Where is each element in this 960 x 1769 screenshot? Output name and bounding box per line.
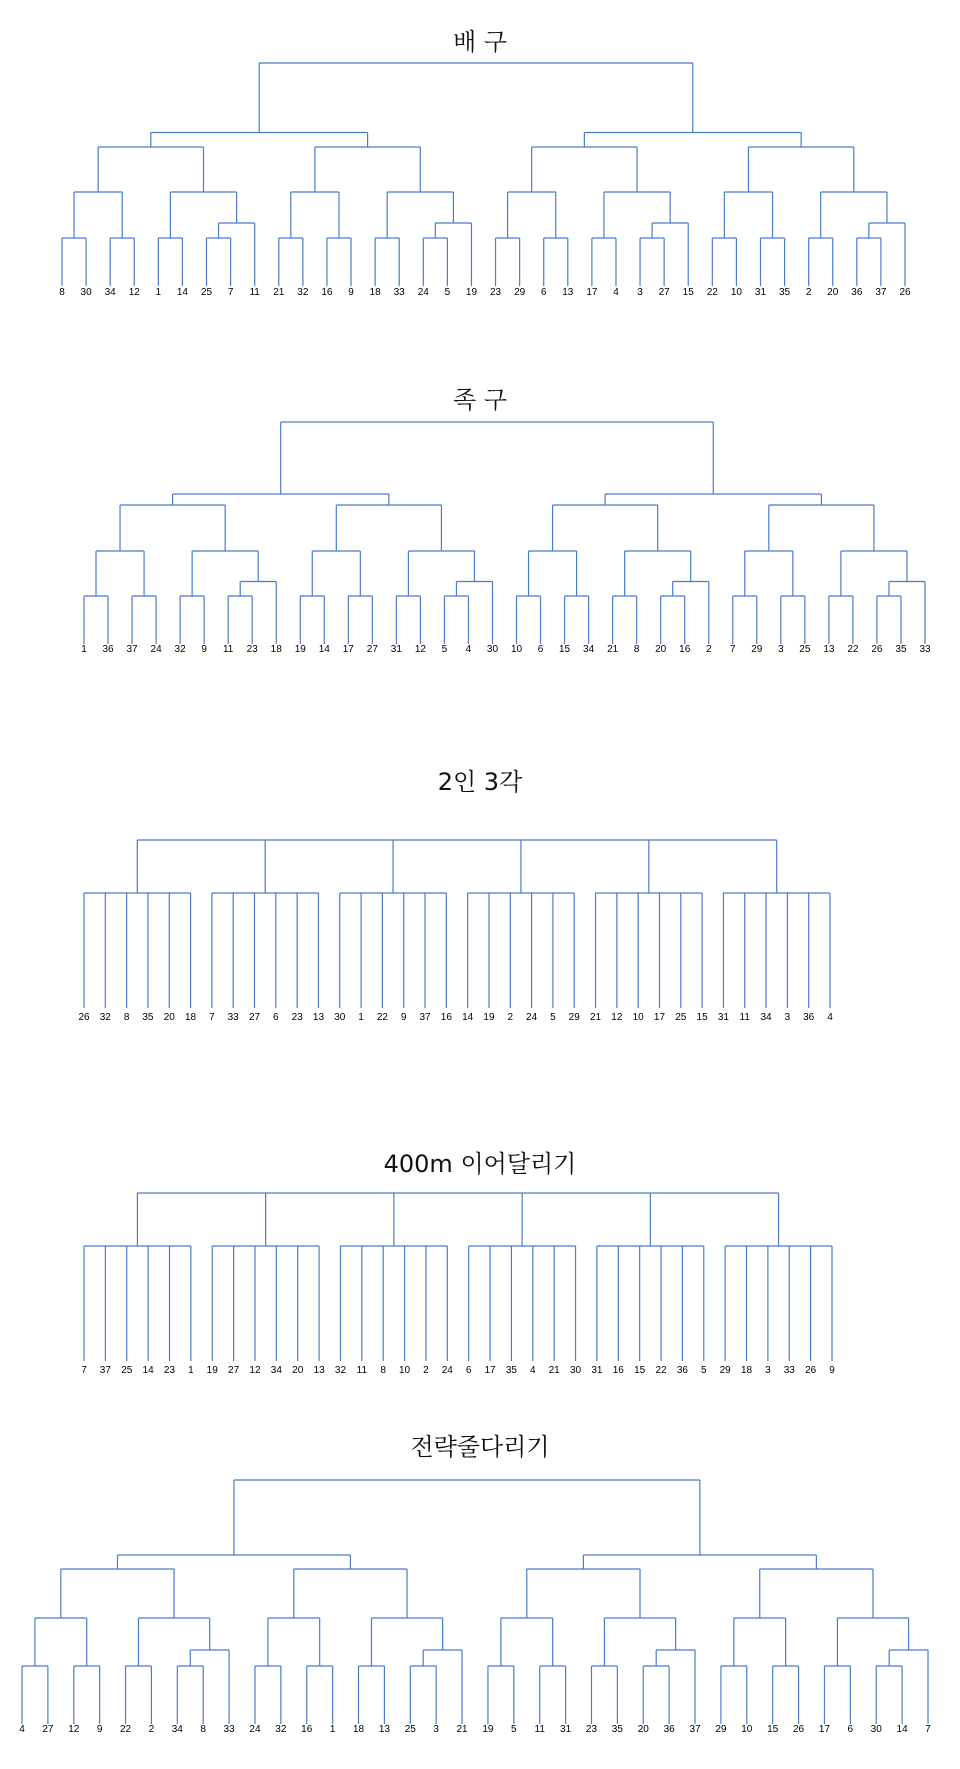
seed-label: 37 — [126, 644, 138, 655]
seed-label: 18 — [740, 1365, 753, 1376]
seed-label: 6 — [465, 1365, 472, 1376]
seed-label: 26 — [78, 1012, 90, 1023]
seed-label: 8 — [200, 1724, 206, 1735]
seed-label: 10 — [632, 1012, 644, 1023]
seed-label: 17 — [586, 287, 598, 298]
seed-label: 29 — [719, 1365, 731, 1376]
seed-label: 21 — [456, 1724, 468, 1735]
seed-label: 19 — [206, 1365, 218, 1376]
seed-label: 24 — [417, 287, 429, 298]
seed-label: 1 — [358, 1012, 364, 1023]
seed-label: 14 — [462, 1012, 474, 1023]
bracket-3 — [78, 768, 833, 1023]
seed-label: 27 — [366, 644, 378, 655]
seed-label: 35 — [142, 1012, 154, 1023]
bracket-title: 배 구 — [453, 28, 507, 56]
seed-label: 12 — [128, 287, 140, 298]
seed-label: 27 — [658, 287, 670, 298]
bracket-title: 2인 3각 — [437, 768, 523, 796]
seed-label: 25 — [799, 644, 811, 655]
seed-label: 34 — [583, 644, 595, 655]
seed-label: 7 — [227, 287, 234, 298]
seed-label: 6 — [537, 644, 544, 655]
seed-label: 36 — [102, 644, 114, 655]
seed-label: 7 — [729, 644, 736, 655]
seed-label: 18 — [369, 287, 381, 298]
seed-label: 16 — [440, 1012, 452, 1023]
seed-label: 11 — [356, 1365, 368, 1376]
seed-label: 19 — [482, 1724, 494, 1735]
seed-label: 1 — [81, 644, 87, 655]
seed-label: 23 — [291, 1012, 303, 1023]
seed-label: 37 — [875, 287, 887, 298]
seed-label: 8 — [123, 1012, 130, 1023]
seed-label: 5 — [511, 1724, 517, 1735]
seed-label: 32 — [297, 287, 309, 298]
seed-label: 19 — [294, 644, 306, 655]
seed-label: 17 — [653, 1012, 666, 1023]
seed-label: 16 — [612, 1365, 624, 1376]
bracket-1 — [59, 28, 911, 298]
seed-label: 14 — [176, 287, 188, 298]
seed-label: 1 — [188, 1365, 194, 1376]
seed-label: 33 — [223, 1724, 235, 1735]
seed-label: 30 — [870, 1724, 882, 1735]
seed-label: 9 — [348, 287, 354, 298]
seed-label: 10 — [741, 1724, 753, 1735]
seed-label: 23 — [489, 287, 502, 298]
seed-label: 4 — [19, 1724, 25, 1735]
seed-label: 13 — [313, 1365, 325, 1376]
seed-label: 26 — [871, 644, 883, 655]
seed-label: 25 — [121, 1365, 133, 1376]
seed-label: 16 — [321, 287, 333, 298]
seed-label: 31 — [390, 644, 402, 655]
seed-label: 30 — [334, 1012, 346, 1023]
seed-label: 20 — [292, 1365, 304, 1376]
seed-label: 22 — [847, 644, 859, 655]
seed-label: 23 — [163, 1365, 176, 1376]
seed-label: 32 — [334, 1365, 347, 1376]
seed-label: 3 — [784, 1012, 791, 1023]
seed-label: 12 — [249, 1365, 261, 1376]
seed-label: 14 — [318, 644, 330, 655]
seed-label: 11 — [739, 1012, 750, 1023]
seed-label: 32 — [174, 644, 186, 655]
seed-label: 23 — [246, 644, 258, 655]
bracket-5 — [19, 1433, 931, 1735]
seed-label: 9 — [400, 1012, 407, 1023]
seed-label: 32 — [99, 1012, 111, 1023]
seed-label: 23 — [585, 1724, 598, 1735]
seed-label: 36 — [676, 1365, 688, 1376]
seed-label: 15 — [767, 1724, 779, 1735]
seed-label: 35 — [779, 287, 791, 298]
seed-label: 15 — [559, 644, 571, 655]
seed-label: 3 — [765, 1365, 771, 1376]
seed-label: 2 — [805, 287, 812, 298]
seed-label: 33 — [393, 287, 405, 298]
seed-label: 11 — [534, 1724, 545, 1735]
seed-label: 3 — [433, 1724, 439, 1735]
seed-label: 25 — [200, 287, 213, 298]
seed-label: 22 — [376, 1012, 388, 1023]
seed-label: 15 — [634, 1365, 646, 1376]
seed-label: 14 — [896, 1724, 908, 1735]
seed-label: 32 — [275, 1724, 287, 1735]
seed-label: 19 — [483, 1012, 495, 1023]
seed-label: 25 — [675, 1012, 687, 1023]
seed-label: 30 — [80, 287, 92, 298]
seed-label: 7 — [81, 1365, 87, 1376]
seed-label: 21 — [607, 644, 619, 655]
seed-label: 18 — [352, 1724, 365, 1735]
seed-label: 33 — [227, 1012, 239, 1023]
seed-label: 21 — [589, 1012, 602, 1023]
seed-label: 26 — [793, 1724, 805, 1735]
seed-label: 35 — [611, 1724, 623, 1735]
seed-label: 22 — [119, 1724, 132, 1735]
seed-label: 33 — [919, 644, 931, 655]
seed-label: 18 — [185, 1012, 197, 1023]
seed-label: 6 — [273, 1012, 279, 1023]
seed-label: 22 — [706, 287, 718, 298]
seed-label: 4 — [530, 1365, 536, 1376]
seed-label: 17 — [342, 644, 354, 655]
seed-label: 34 — [171, 1724, 183, 1735]
seed-label: 13 — [823, 644, 835, 655]
seed-label: 26 — [805, 1365, 817, 1376]
seed-label: 20 — [827, 287, 839, 298]
seed-label: 24 — [249, 1724, 261, 1735]
seed-label: 29 — [568, 1012, 580, 1023]
seed-label: 27 — [228, 1365, 240, 1376]
seed-label: 9 — [201, 644, 207, 655]
seed-label: 9 — [96, 1724, 103, 1735]
seed-label: 17 — [484, 1365, 496, 1376]
seed-label: 5 — [700, 1365, 707, 1376]
seed-label: 27 — [248, 1012, 261, 1023]
seed-label: 11 — [249, 287, 260, 298]
seed-label: 33 — [783, 1365, 795, 1376]
seed-label: 3 — [637, 287, 643, 298]
seed-label: 31 — [754, 287, 767, 298]
seed-label: 10 — [399, 1365, 411, 1376]
seed-label: 13 — [378, 1724, 390, 1735]
seed-label: 12 — [414, 644, 426, 655]
seed-label: 26 — [899, 287, 911, 298]
seed-label: 27 — [42, 1724, 54, 1735]
seed-label: 2 — [705, 644, 712, 655]
seed-label: 35 — [505, 1365, 517, 1376]
seed-label: 24 — [441, 1365, 453, 1376]
seed-label: 10 — [510, 644, 523, 655]
seed-label: 37 — [419, 1012, 431, 1023]
bracket-2 — [81, 386, 931, 655]
seed-label: 9 — [829, 1365, 835, 1376]
seed-label: 35 — [895, 644, 907, 655]
seed-label: 25 — [404, 1724, 416, 1735]
seed-label: 30 — [486, 644, 499, 655]
seed-label: 2 — [507, 1012, 514, 1023]
seed-label: 16 — [301, 1724, 313, 1735]
seed-label: 15 — [696, 1012, 708, 1023]
seed-label: 18 — [270, 644, 282, 655]
seed-label: 2 — [423, 1365, 429, 1376]
seed-label: 7 — [209, 1012, 215, 1023]
seed-label: 3 — [778, 644, 784, 655]
seed-label: 16 — [679, 644, 691, 655]
seed-label: 8 — [59, 287, 65, 298]
seed-label: 8 — [380, 1365, 386, 1376]
seed-label: 20 — [637, 1724, 649, 1735]
seed-label: 4 — [465, 644, 472, 655]
seed-label: 5 — [441, 644, 448, 655]
seed-label: 37 — [99, 1365, 111, 1376]
seed-label: 17 — [818, 1724, 831, 1735]
seed-label: 24 — [150, 644, 162, 655]
seed-label: 29 — [751, 644, 763, 655]
seed-label: 36 — [851, 287, 863, 298]
seed-label: 1 — [329, 1724, 336, 1735]
seed-label: 19 — [465, 287, 478, 298]
seed-label: 30 — [569, 1365, 582, 1376]
seed-label: 12 — [611, 1012, 623, 1023]
seed-label: 13 — [312, 1012, 325, 1023]
bracket-4 — [81, 1150, 835, 1376]
seed-label: 24 — [526, 1012, 538, 1023]
seed-label: 34 — [270, 1365, 282, 1376]
seed-label: 36 — [663, 1724, 675, 1735]
seed-label: 20 — [163, 1012, 175, 1023]
seed-label: 15 — [682, 287, 694, 298]
seed-label: 31 — [591, 1365, 603, 1376]
seed-label: 5 — [444, 287, 451, 298]
seed-label: 4 — [613, 287, 619, 298]
bracket-title: 400m 이어달리기 — [383, 1150, 577, 1178]
bracket-title: 족 구 — [453, 386, 507, 414]
seed-label: 12 — [68, 1724, 80, 1735]
seed-label: 21 — [548, 1365, 560, 1376]
seed-label: 29 — [715, 1724, 727, 1735]
seed-label: 36 — [803, 1012, 815, 1023]
seed-label: 34 — [760, 1012, 772, 1023]
seed-label: 20 — [655, 644, 667, 655]
seed-label: 29 — [514, 287, 526, 298]
seed-label: 21 — [273, 287, 285, 298]
seed-label: 5 — [550, 1012, 556, 1023]
seed-label: 1 — [155, 287, 162, 298]
seed-label: 11 — [222, 644, 234, 655]
seed-label: 13 — [562, 287, 574, 298]
seed-label: 8 — [633, 644, 640, 655]
seed-label: 2 — [148, 1724, 155, 1735]
seed-label: 34 — [104, 287, 116, 298]
seed-label: 4 — [827, 1012, 833, 1023]
seed-label: 7 — [925, 1724, 931, 1735]
bracket-title: 전략줄다리기 — [410, 1433, 550, 1461]
seed-label: 22 — [655, 1365, 667, 1376]
seed-label: 31 — [560, 1724, 572, 1735]
seed-label: 6 — [540, 287, 547, 298]
seed-label: 31 — [717, 1012, 729, 1023]
seed-label: 10 — [730, 287, 742, 298]
seed-label: 6 — [847, 1724, 854, 1735]
seed-label: 37 — [689, 1724, 701, 1735]
seed-label: 14 — [142, 1365, 154, 1376]
